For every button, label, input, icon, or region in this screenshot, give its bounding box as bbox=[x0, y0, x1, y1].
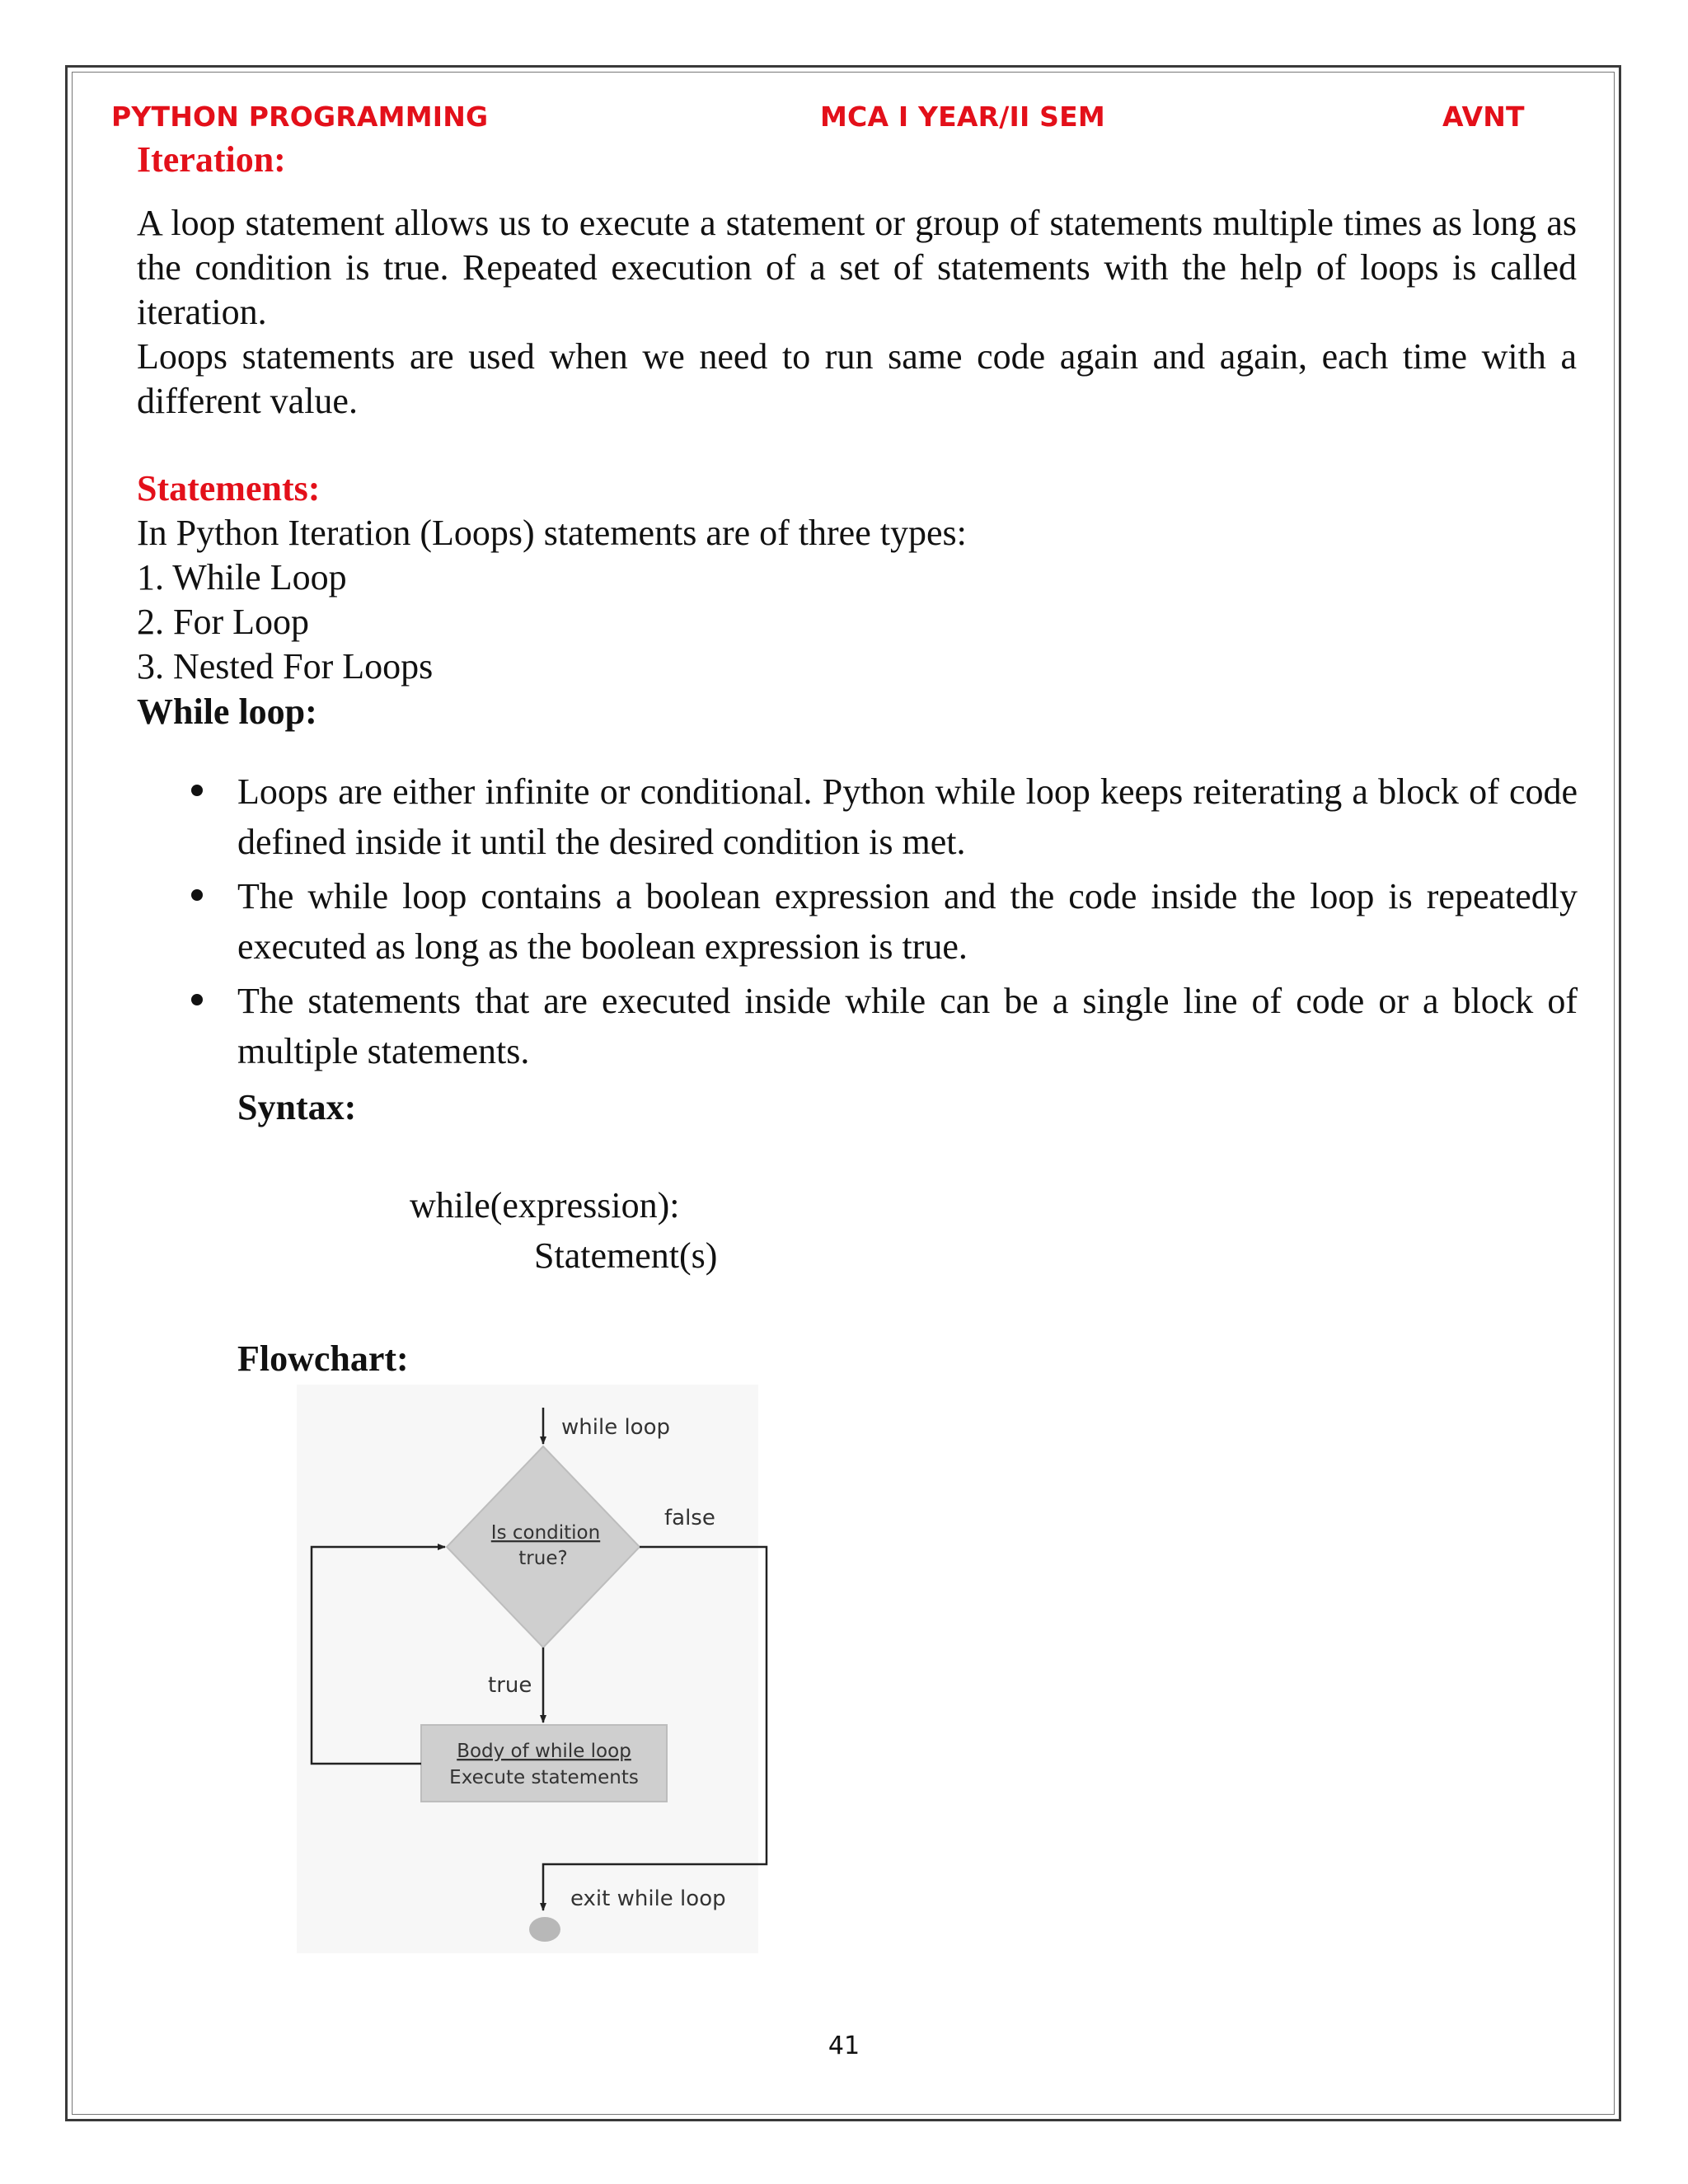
header-course-title: PYTHON PROGRAMMING bbox=[111, 101, 489, 133]
list-item: 1. While Loop bbox=[137, 557, 347, 598]
heading-syntax: Syntax: bbox=[237, 1087, 357, 1127]
true-label: true bbox=[488, 1673, 532, 1698]
iteration-paragraph-2: Loops statements are used when we need to run same code again and again, each time with a different value. bbox=[137, 336, 1577, 421]
page-number: 41 bbox=[828, 2032, 860, 2060]
loop-body-line-2: Execute statements bbox=[449, 1767, 639, 1788]
header-year-sem: MCA I YEAR/II SEM bbox=[820, 101, 1105, 133]
iteration-paragraph-1: A loop statement allows us to execute a statement or group of statements multiple times as long as the condition is true. Repeated execution of a set of statements with the help of loops is called iteration. bbox=[137, 203, 1577, 332]
heading-flowchart: Flowchart: bbox=[237, 1338, 409, 1379]
heading-statements: Statements: bbox=[137, 468, 321, 509]
end-terminal bbox=[529, 1917, 560, 1942]
bullet-item: Loops are either infinite or conditional. Python while loop keeps reiterating a block of code defined inside it until the desired condition is met. bbox=[188, 766, 1578, 867]
statements-intro: In Python Iteration (Loops) statements are of three types: bbox=[137, 513, 967, 553]
syntax-line-1: while(expression): bbox=[410, 1185, 680, 1226]
exit-label: exit while loop bbox=[570, 1886, 726, 1911]
bullet-item: The while loop contains a boolean expression and the code inside the loop is repeatedly executed as long as the boolean expression is true. bbox=[188, 871, 1578, 972]
condition-text-line-2: true? bbox=[518, 1548, 568, 1569]
loop-body-line-1: Body of while loop bbox=[457, 1741, 631, 1762]
syntax-line-2: Statement(s) bbox=[534, 1235, 718, 1276]
false-label: false bbox=[664, 1506, 715, 1530]
condition-text-line-1: Is condition bbox=[490, 1522, 601, 1544]
loop-body-box bbox=[421, 1725, 667, 1802]
heading-iteration: Iteration: bbox=[137, 139, 286, 180]
list-item: 2. For Loop bbox=[137, 602, 309, 642]
header-author: AVNT bbox=[1442, 101, 1525, 133]
entry-label: while loop bbox=[561, 1415, 670, 1440]
bullet-item: The statements that are executed inside while can be a single line of code or a block of multiple statements. bbox=[188, 976, 1578, 1076]
heading-while-loop: While loop: bbox=[137, 691, 317, 732]
list-item: 3. Nested For Loops bbox=[137, 646, 434, 687]
